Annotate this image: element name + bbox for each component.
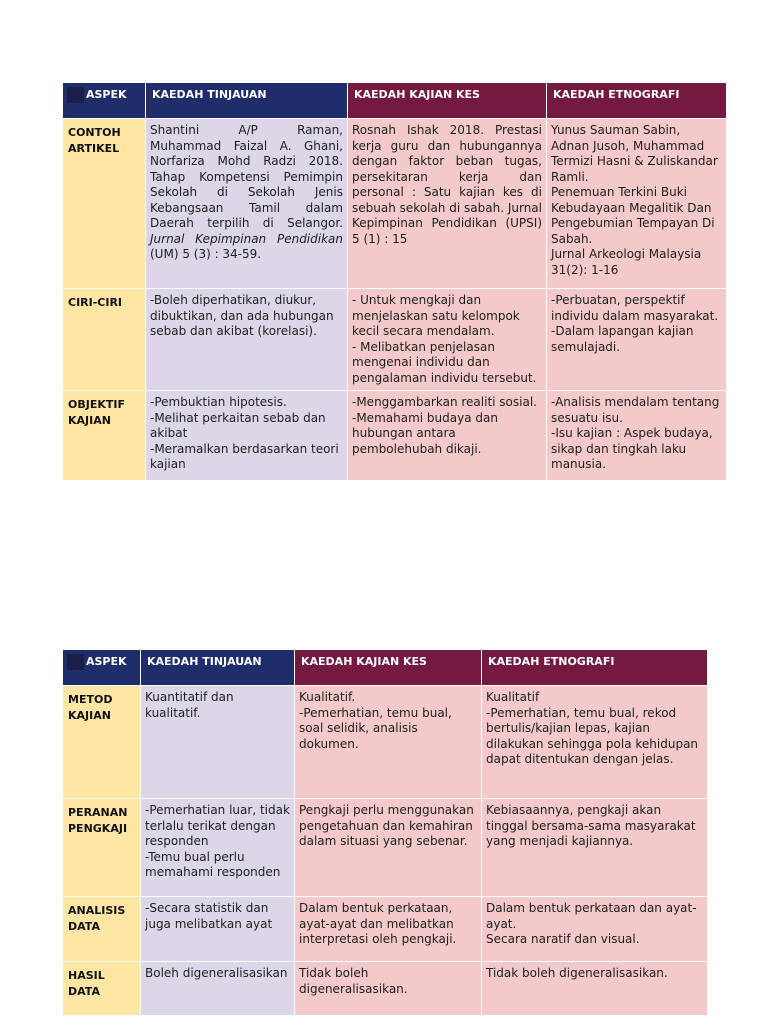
cell-etnografi: Kualitatif -Pemerhatian, temu bual, rekod bertulis/kajian lepas, kajian dilakukan sehingga pola kehidupan dapat ditentukan dengan jelas. bbox=[482, 686, 708, 799]
cell-kajian-kes: Rosnah Ishak 2018. Prestasi kerja guru dan hubungannya dengan faktor beban tugas, persekitaran kerja dan personal : Satu kajian kes di sebuah sekolah di sabah. Jurnal Kepimpinan Pendidikan (UPSI) 5 (1) : 15 bbox=[348, 119, 547, 289]
header-square-icon bbox=[67, 87, 84, 103]
cell-tinjauan: Kuantitatif dan kualitatif. bbox=[141, 686, 295, 799]
cell-kajian-kes: Dalam bentuk perkataan, ayat-ayat dan melibatkan interpretasi oleh pengkaji. bbox=[295, 897, 482, 962]
header-square-icon bbox=[67, 654, 84, 670]
table-row bbox=[63, 391, 727, 481]
cell-etnografi: Tidak boleh digeneralisasikan. bbox=[482, 962, 708, 1016]
cell-kajian-kes: Kualitatif. -Pemerhatian, temu bual, soal selidik, analisis dokumen. bbox=[295, 686, 482, 799]
table-header-row bbox=[63, 83, 727, 119]
row-label: CONTOH ARTIKEL bbox=[63, 119, 146, 289]
cell-etnografi: Yunus Sauman Sabin, Adnan Jusoh, Muhammad Termizi Hasni & Zuliskandar Ramli. Penemuan Terkini Buki Kebudayaan Megalitik Dan Pengebumian Tempayan Di Sabah. Jurnal Arkeologi Malaysia 31(2): 1-16 bbox=[547, 119, 727, 289]
table-row bbox=[63, 686, 708, 799]
cell-etnografi: Kebiasaannya, pengkaji akan tinggal bersama-sama masyarakat yang menjadi kajiannya. bbox=[482, 799, 708, 897]
row-label: ANALISIS DATA bbox=[63, 897, 141, 962]
cell-etnografi: Dalam bentuk perkataan dan ayat-ayat. Secara naratif dan visual. bbox=[482, 897, 708, 962]
cell-kajian-kes: Tidak boleh digeneralisasikan. bbox=[295, 962, 482, 1016]
header-etnografi: KAEDAH ETNOGRAFI bbox=[547, 83, 727, 119]
cell-etnografi: -Analisis mendalam tentang sesuatu isu. -Isu kajian : Aspek budaya, sikap dan tingkah laku manusia. bbox=[547, 391, 727, 481]
row-label: CIRI-CIRI bbox=[63, 289, 146, 391]
header-kajian-kes: KAEDAH KAJIAN KES bbox=[348, 83, 547, 119]
header-aspek: ASPEK bbox=[63, 83, 146, 119]
cell-kajian-kes: -Menggambarkan realiti sosial. -Memahami budaya dan hubungan antara pembolehubah dikaji. bbox=[348, 391, 547, 481]
table-row bbox=[63, 289, 727, 391]
table-row bbox=[63, 799, 708, 897]
cell-tinjauan: -Boleh diperhatikan, diukur, dibuktikan, dan ada hubungan sebab dan akibat (korelasi). bbox=[146, 289, 348, 391]
cell-tinjauan: Boleh digeneralisasikan bbox=[141, 962, 295, 1016]
header-tinjauan: KAEDAH TINJAUAN bbox=[146, 83, 348, 119]
row-label: HASIL DATA bbox=[63, 962, 141, 1016]
table-row bbox=[63, 897, 708, 962]
cell-kajian-kes: - Untuk mengkaji dan menjelaskan satu kelompok kecil secara mendalam. - Melibatkan penjelasan mengenai individu dan pengalaman individu tersebut. bbox=[348, 289, 547, 391]
table-row bbox=[63, 119, 727, 289]
cell-tinjauan: -Pembuktian hipotesis. -Melihat perkaitan sebab dan akibat -Meramalkan berdasarkan teori kajian bbox=[146, 391, 348, 481]
cell-tinjauan: Shantini A/P Raman, Muhammad Faizal A. Ghani, Norfariza Mohd Radzi 2018. Tahap Kompetensi Pemimpin Sekolah di Sekolah Jenis Kebangsaan Tamil dalam Daerah terpilih di Selangor. Jurnal Kepimpinan Pendidikan (UM) 5 (3) : 34-59. bbox=[146, 119, 348, 289]
cell-kajian-kes: Pengkaji perlu menggunakan pengetahuan dan kemahiran dalam situasi yang sebenar. bbox=[295, 799, 482, 897]
row-label: OBJEKTIF KAJIAN bbox=[63, 391, 146, 481]
header-etnografi: KAEDAH ETNOGRAFI bbox=[482, 650, 708, 686]
header-tinjauan: KAEDAH TINJAUAN bbox=[141, 650, 295, 686]
cell-tinjauan: -Secara statistik dan juga melibatkan ayat bbox=[141, 897, 295, 962]
table-row bbox=[63, 962, 708, 1016]
row-label: PERANAN PENGKAJI bbox=[63, 799, 141, 897]
cell-tinjauan: -Pemerhatian luar, tidak terlalu terikat dengan responden -Temu bual perlu memahami responden bbox=[141, 799, 295, 897]
table-header-row bbox=[63, 650, 708, 686]
header-kajian-kes: KAEDAH KAJIAN KES bbox=[295, 650, 482, 686]
row-label: METOD KAJIAN bbox=[63, 686, 141, 799]
header-aspek: ASPEK bbox=[63, 650, 141, 686]
comparison-table-2 bbox=[62, 649, 708, 1016]
comparison-table-1 bbox=[62, 82, 727, 481]
cell-etnografi: -Perbuatan, perspektif individu dalam masyarakat. -Dalam lapangan kajian semulajadi. bbox=[547, 289, 727, 391]
